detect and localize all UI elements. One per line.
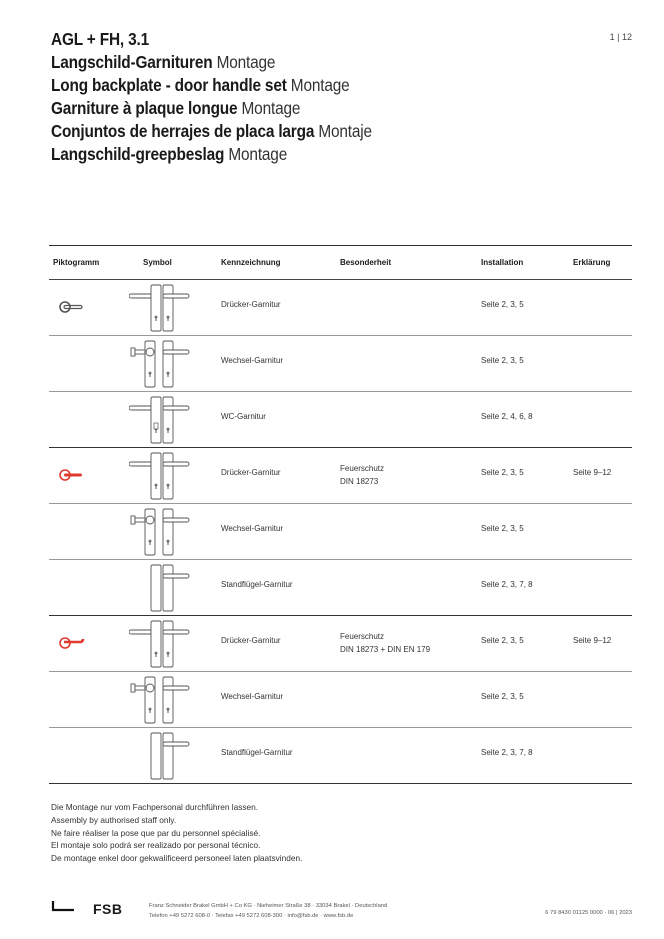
brand-name: FSB <box>93 901 123 917</box>
title-line: Long backplate - door handle set Montage <box>51 75 350 95</box>
kennzeichnung-cell: Wechsel-Garnitur <box>221 692 284 701</box>
table-row <box>49 336 632 392</box>
installation-cell: Seite 2, 3, 7, 8 <box>481 748 533 757</box>
installation-cell: Seite 2, 3, 5 <box>481 300 524 309</box>
assembly-notes <box>51 801 302 865</box>
fire-handle-pictogram-icon <box>57 468 87 482</box>
installation-cell: Seite 2, 3, 5 <box>481 524 524 533</box>
header-symbol: Symbol <box>143 258 172 267</box>
kennzeichnung-cell: Drücker-Garnitur <box>221 300 281 309</box>
installation-cell: Seite 2, 3, 5 <box>481 356 524 365</box>
title-line: Langschild-greepbeslag Montage <box>51 144 288 164</box>
note-line: El montaje solo podrá ser realizado por personal técnico. <box>51 840 261 851</box>
title-line: Garniture à plaque longue Montage <box>51 98 301 118</box>
handle-pair-symbol-icon <box>129 283 199 333</box>
company-address: Franz Schneider Brakel GmbH + Co KG · Nieheimer Straße 38 · 33034 Brakel · Deutschland Telefon +49 5272 608-0 · Telefax +49 5272 608-300 · info@fsb.de · www.fsb.de <box>149 903 388 919</box>
page-number: 1 | 12 <box>609 32 632 42</box>
note-line: Ne faire réaliser la pose que par du personnel spécialisé. <box>51 827 261 838</box>
header-besonderheit: Besonderheit <box>340 258 392 267</box>
table-row <box>49 448 632 504</box>
installation-cell: Seite 2, 3, 7, 8 <box>481 580 533 589</box>
header-piktogramm: Piktogramm <box>53 258 100 267</box>
fire-panic-handle-pictogram-icon <box>57 636 87 650</box>
header-kennzeichnung: Kennzeichnung <box>221 258 281 267</box>
title-line: AGL + FH, 3.1 <box>51 29 149 49</box>
fsb-logo-icon <box>51 900 75 912</box>
kennzeichnung-cell: Drücker-Garnitur <box>221 468 281 477</box>
note-line: Die Montage nur vom Fachpersonal durchführen lassen. <box>51 802 259 812</box>
handle-pictogram-icon <box>57 300 87 314</box>
erklaerung-cell: Seite 9–12 <box>573 468 612 477</box>
erklaerung-cell: Seite 9–12 <box>573 636 612 645</box>
header-erklaerung: Erklärung <box>573 258 611 267</box>
installation-cell: Seite 2, 4, 6, 8 <box>481 412 533 421</box>
installation-cell: Seite 2, 3, 5 <box>481 692 524 701</box>
header-installation: Installation <box>481 258 524 267</box>
table-row <box>49 392 632 448</box>
installation-table <box>49 245 632 784</box>
kennzeichnung-cell: Standflügel-Garnitur <box>221 748 293 757</box>
table-row <box>49 672 632 728</box>
kennzeichnung-cell: Standflügel-Garnitur <box>221 580 293 589</box>
knob-handle-symbol-icon <box>129 507 199 557</box>
table-row <box>49 280 632 336</box>
besonderheit-cell: Feuerschutz DIN 18273 <box>340 464 385 486</box>
knob-handle-symbol-icon <box>129 675 199 725</box>
installation-cell: Seite 2, 3, 5 <box>481 468 524 477</box>
table-row <box>49 560 632 616</box>
title-line: Conjuntos de herrajes de placa larga Montaje <box>51 121 372 141</box>
wc-pair-symbol-icon <box>129 395 199 445</box>
table-row <box>49 504 632 560</box>
plain-handle-symbol-icon <box>129 731 199 781</box>
title-block <box>51 28 416 166</box>
note-line: Assembly by authorised staff only. <box>51 814 177 825</box>
handle-pair-symbol-icon <box>129 451 199 501</box>
knob-handle-symbol-icon <box>129 339 199 389</box>
besonderheit-cell: Feuerschutz DIN 18273 + DIN EN 179 <box>340 632 431 654</box>
handle-pair-symbol-icon <box>129 619 199 669</box>
installation-cell: Seite 2, 3, 5 <box>481 636 524 645</box>
table-row <box>49 728 632 784</box>
document-number: 6 79 8430 01125 0000 · 06 | 2023 <box>545 910 632 916</box>
plain-handle-symbol-icon <box>129 563 199 613</box>
kennzeichnung-cell: Drücker-Garnitur <box>221 636 281 645</box>
title-line: Langschild-Garnituren Montage <box>51 52 276 72</box>
table-header <box>49 246 632 280</box>
kennzeichnung-cell: Wechsel-Garnitur <box>221 356 284 365</box>
kennzeichnung-cell: WC-Garnitur <box>221 412 266 421</box>
table-row <box>49 616 632 672</box>
note-line: De montage enkel door gekwalificeerd personeel laten plaatsvinden. <box>51 853 303 864</box>
kennzeichnung-cell: Wechsel-Garnitur <box>221 524 284 533</box>
